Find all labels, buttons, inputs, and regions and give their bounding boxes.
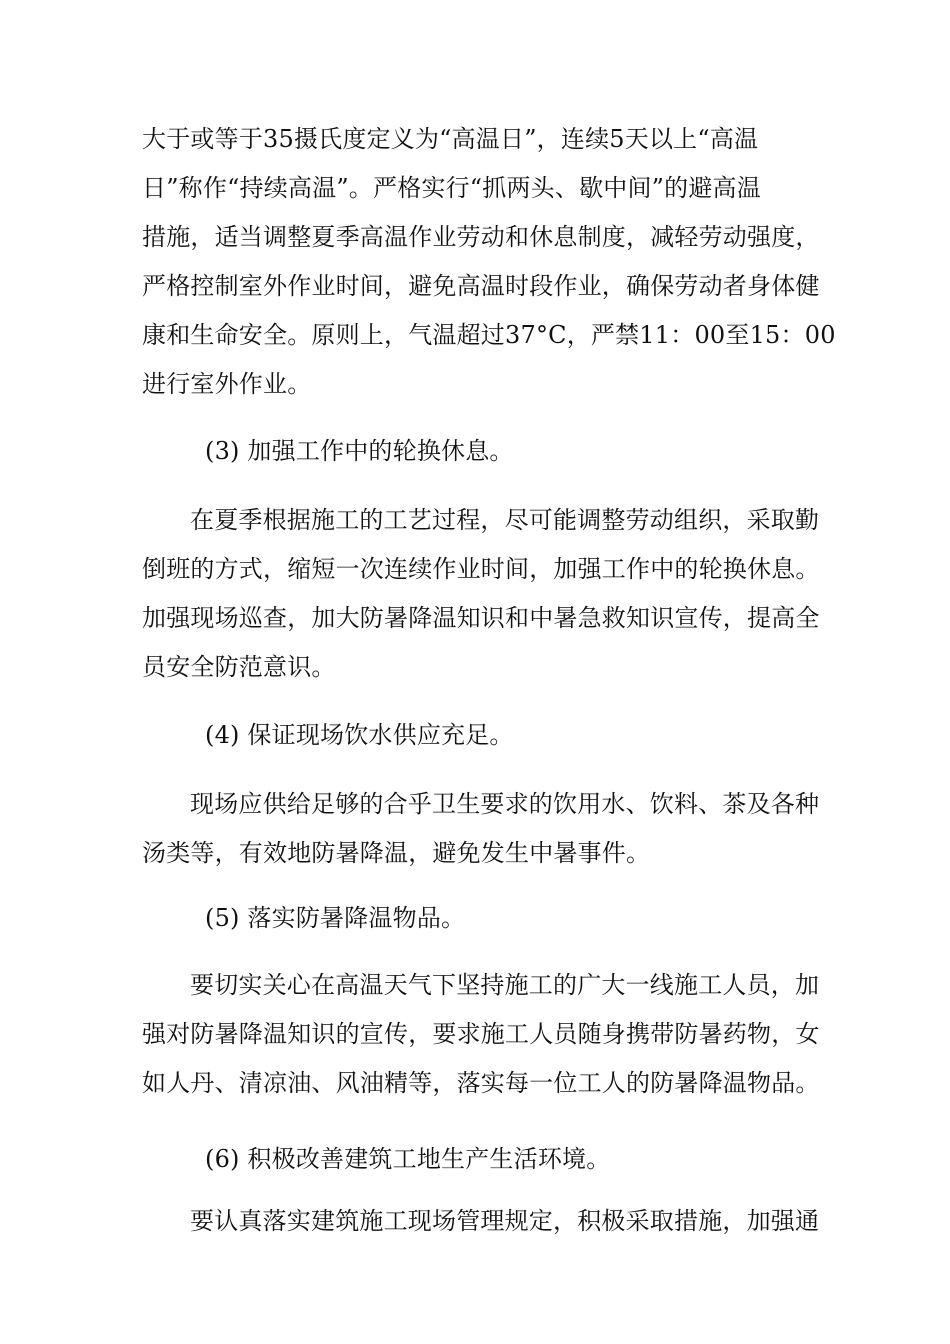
section-heading: (3) 加强工作中的轮换休息。: [205, 437, 514, 465]
section-heading: (5) 落实防暑降温物品。: [205, 904, 466, 932]
section-heading: (4) 保证现场饮水供应充足。: [205, 721, 514, 749]
text-line: 加强现场巡查，加大防暑降温知识和中暑急救知识宣传，提高全: [142, 604, 820, 632]
text-line: 在夏季根据施工的工艺过程，尽可能调整劳动组织，采取勤: [190, 506, 820, 534]
text-line: 要切实关心在高温天气下坚持施工的广大一线施工人员，加: [190, 971, 820, 999]
text-line: 措施，适当调整夏季高温作业劳动和休息制度，减轻劳动强度，: [142, 223, 820, 251]
text-line: 进行室外作业。: [142, 370, 312, 398]
text-line: 员安全防范意识。: [142, 653, 336, 681]
text-line: 现场应供给足够的合乎卫生要求的饮用水、饮料、茶及各种: [190, 790, 820, 818]
text-line: 日”称作“持续高温”。严格实行“抓两头、歇中间”的避高温: [142, 174, 761, 202]
text-line: 汤类等，有效地防暑降温，避免发生中暑事件。: [142, 839, 651, 867]
text-line: 大于或等于35摄氏度定义为“高温日”，连续5天以上“高温: [142, 125, 759, 153]
text-line: 强对防暑降温知识的宣传，要求施工人员随身携带防暑药物，女: [142, 1020, 820, 1048]
text-line: 严格控制室外作业时间，避免高温时段作业，确保劳动者身体健: [142, 272, 820, 300]
text-line: 倒班的方式，缩短一次连续作业时间，加强工作中的轮换休息。: [142, 555, 820, 583]
text-line: 康和生命安全。原则上，气温超过37°C，严禁11：00至15：00: [142, 321, 836, 349]
text-line: 要认真落实建筑施工现场管理规定，积极采取措施，加强通: [190, 1207, 820, 1235]
section-heading: (6) 积极改善建筑工地生产生活环境。: [205, 1145, 611, 1173]
text-line: 如人丹、清凉油、风油精等，落实每一位工人的防暑降温物品。: [142, 1069, 820, 1097]
